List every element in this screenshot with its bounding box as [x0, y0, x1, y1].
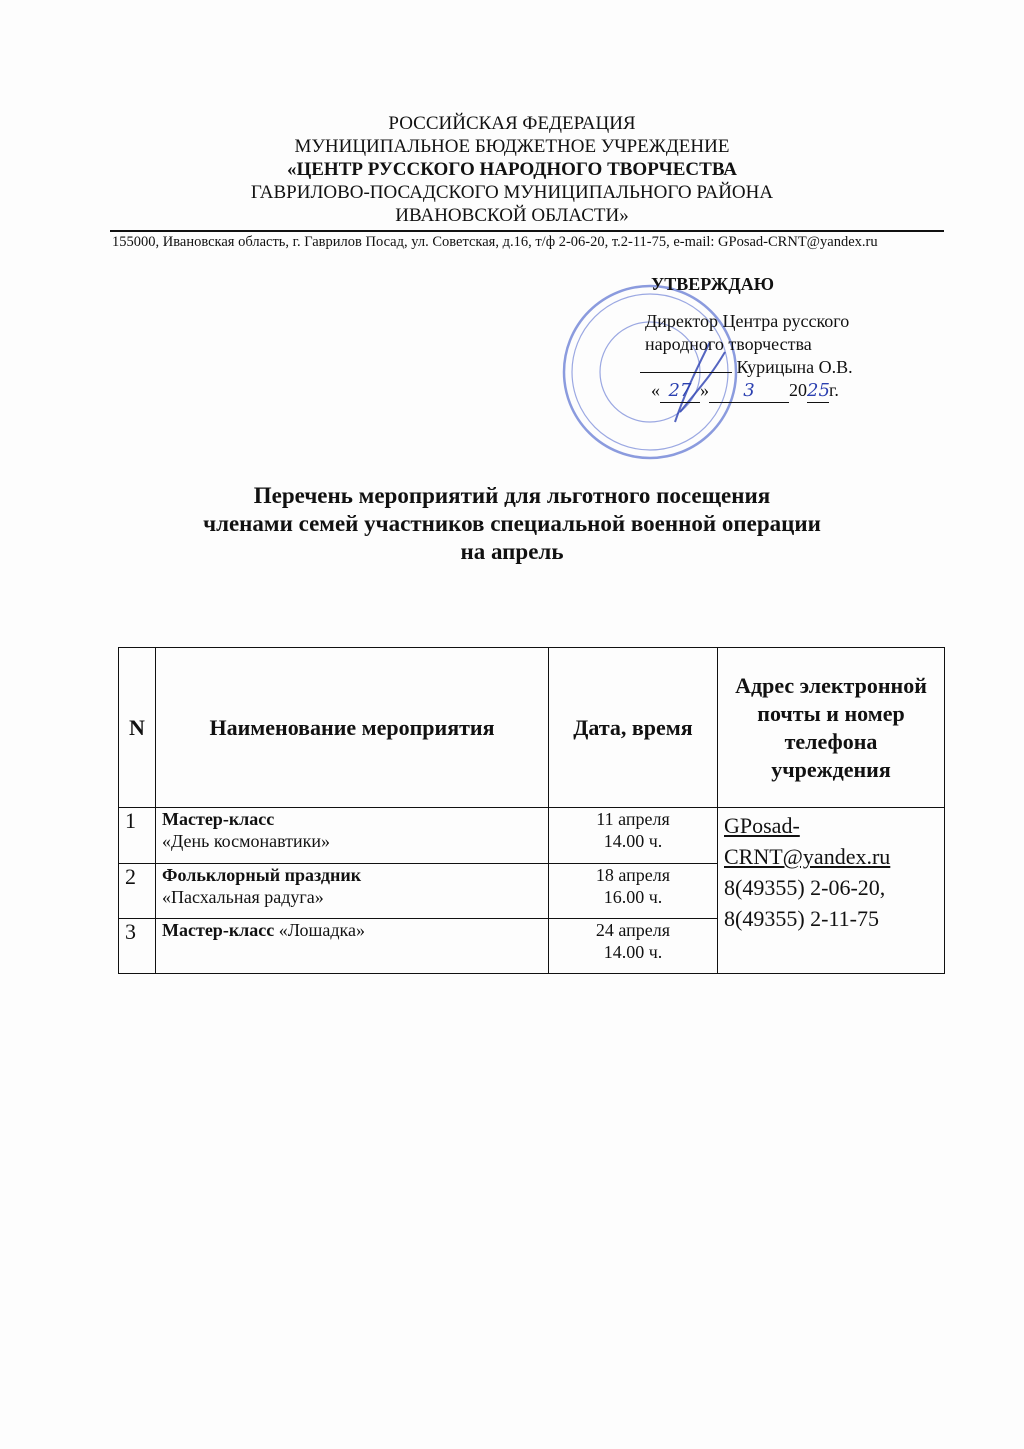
row-number: 3	[119, 919, 156, 974]
event-time: 14.00 ч.	[603, 942, 663, 962]
title-line: на апрель	[460, 539, 564, 564]
event-name: «Лошадка»	[278, 920, 365, 940]
approver-name: Курицына О.В.	[736, 357, 853, 377]
table-row	[119, 808, 945, 864]
contact-email[interactable]: GPosad-CRNT@yandex.ru	[724, 813, 891, 869]
contact-phone: 8(49355) 2-11-75	[724, 906, 879, 931]
letterhead-address: 155000, Ивановская область, г. Гаврилов Посад, ул. Советская, д.16, т/ф 2-06-20, т.2-11-75, e-mail: GPosad-CRNT@yandex.ru	[112, 234, 878, 250]
letterhead-line: РОССИЙСКАЯ ФЕДЕРАЦИЯ	[388, 113, 636, 134]
approval-month: 3	[709, 379, 789, 403]
letterhead-divider	[110, 230, 944, 232]
title-line: членами семей участников специальной военной операции	[203, 511, 821, 536]
event-date: 18 апреля	[595, 865, 671, 885]
approval-date	[651, 379, 853, 403]
approval-day: 27	[660, 379, 700, 403]
letterhead-line: ГАВРИЛОВО-ПОСАДСКОГО МУНИЦИПАЛЬНОГО РАЙОНА	[250, 182, 774, 203]
event-name: «Пасхальная радуга»	[162, 887, 324, 907]
letterhead-line: ИВАНОВСКОЙ ОБЛАСТИ»	[395, 205, 629, 226]
event-name: «День космонавтики»	[162, 831, 331, 851]
approver-position: Директор Центра русского	[645, 311, 850, 331]
year-suffix: г.	[829, 380, 839, 400]
row-number: 1	[119, 808, 156, 864]
date-quote: »	[700, 380, 709, 400]
date-quote: «	[651, 380, 660, 400]
approval-title: УТВЕРЖДАЮ	[651, 274, 775, 294]
year-prefix: 20	[789, 380, 807, 400]
letterhead	[0, 112, 1024, 227]
table-header-row	[119, 648, 945, 808]
contact-phone: 8(49355) 2-06-20,	[724, 875, 886, 900]
header-contact: Адрес электронной почты и номер телефона учреждения	[718, 648, 945, 808]
events-table	[118, 647, 945, 974]
event-kind: Фольклорный праздник	[162, 865, 362, 885]
approval-year: 25	[807, 380, 830, 401]
document-title	[0, 482, 1024, 566]
event-date: 24 апреля	[595, 920, 671, 940]
approver-position: народного творчества	[645, 334, 812, 354]
header-n: N	[119, 648, 156, 808]
contact-cell	[718, 808, 945, 974]
letterhead-line: «ЦЕНТР РУССКОГО НАРОДНОГО ТВОРЧЕСТВА	[286, 159, 738, 180]
event-kind: Мастер-класс	[162, 920, 275, 940]
event-time: 14.00 ч.	[603, 831, 663, 851]
letterhead-line: МУНИЦИПАЛЬНОЕ БЮДЖЕТНОЕ УЧРЕЖДЕНИЕ	[294, 136, 730, 157]
event-time: 16.00 ч.	[603, 887, 663, 907]
header-date: Дата, время	[549, 648, 718, 808]
event-date: 11 апреля	[596, 809, 670, 829]
event-kind: Мастер-класс	[162, 809, 275, 829]
approval-block	[645, 273, 853, 403]
header-name: Наименование мероприятия	[156, 648, 549, 808]
row-number: 2	[119, 864, 156, 919]
title-line: Перечень мероприятий для льготного посещения	[253, 483, 771, 508]
